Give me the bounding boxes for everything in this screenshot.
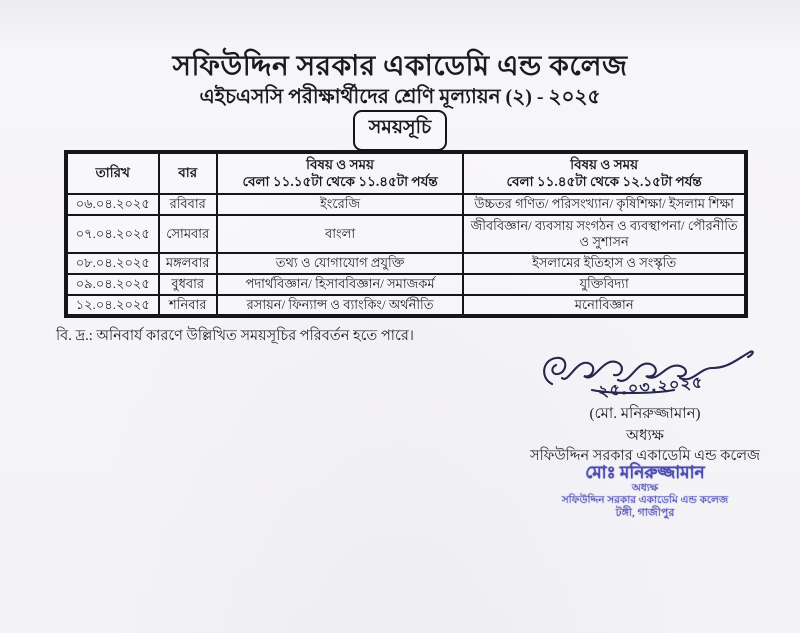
cell-day: রবিবার [159,194,217,215]
col-header-slot1 [217,152,463,194]
cell-slot1: ইংরেজি [217,194,463,215]
cell-slot2: যুক্তিবিদ্যা [463,274,746,295]
cell-day: মঙ্গলবার [159,253,217,274]
signature-date: ২৫.০৩.২০২৫ [597,372,704,401]
office-stamp [510,464,780,521]
schedule-label: সময়সূচি [353,110,448,151]
college-title: সফিউদ্দিন সরকার একাডেমি এন্ড কলেজ [172,51,628,82]
footnote: বি. দ্র.: অনিবার্য কারণে উল্লিখিত সময়সূচির পরিবর্তন হতে পারে। [56,328,414,344]
cell-day: বুধবার [159,274,217,295]
cell-slot1: তথ্য ও যোগাযোগ প্রযুক্তি [217,253,463,274]
stamp-institution: সফিউদ্দিন সরকার একাডেমি এন্ড কলেজ [561,494,729,506]
col-header-slot2 [463,152,746,194]
table-row [66,194,746,215]
table-row [66,215,746,253]
cell-date: ০৯.০৪.২০২৫ [66,274,159,295]
cell-slot2: জীববিজ্ঞান/ ব্যবসায় সংগঠন ও ব্যবস্থাপনা/ পৌরনীতি ও সুশাসন [463,215,746,253]
table-row [66,274,746,295]
cell-slot1: বাংলা [217,215,463,253]
cell-date: ০৭.০৪.২০২৫ [66,215,159,253]
cell-date: ০৮.০৪.২০২৫ [66,253,159,274]
cell-day: শনিবার [159,295,217,316]
table-header-row [66,152,746,194]
exam-schedule-table [64,150,748,318]
table-row [66,295,746,316]
slot1-title: বিষয় ও সময় [306,156,374,172]
stamp-location: টঙ্গী, গাজীপুর [615,507,675,520]
table-row [66,253,746,274]
cell-slot1: পদার্থবিজ্ঞান/ হিসাববিজ্ঞান/ সমাজকর্ম [217,274,463,295]
cell-date: ১২.০৪.২০২৫ [66,295,159,316]
cell-date: ০৬.০৪.২০২৫ [66,194,159,215]
stamp-designation: অধ্যক্ষ [631,482,659,494]
notice-subtitle: এইচএসসি পরীক্ষার্থীদের শ্রেণি মূল্যায়ন (২) - ২০২৫ [199,86,601,108]
stamp-name: মোঃ মনিরুজ্জামান [585,463,705,482]
slot1-time: বেলা ১১.১৫টা থেকে ১১.৪৫টা পর্যন্ত [242,173,438,189]
slot2-time: বেলা ১১.৪৫টা থেকে ১২.১৫টা পর্যন্ত [506,173,702,189]
schedule-badge-wrap [0,110,800,151]
principal-designation: অধ্যক্ষ [626,428,664,444]
cell-slot2: উচ্চতর গণিত/ পরিসংখ্যান/ কৃষিশিক্ষা/ ইসলাম শিক্ষা [463,194,746,215]
cell-slot1: রসায়ন/ ফিন্যান্স ও ব্যাংকিং/ অর্থনীতি [217,295,463,316]
cell-slot2: মনোবিজ্ঞান [463,295,746,316]
slot2-title: বিষয় ও সময় [570,156,639,172]
principal-institution: সফিউদ্দিন সরকার একাডেমি এন্ড কলেজ [530,448,760,464]
principal-name: (মো. মনিরুজ্জামান) [589,406,701,422]
col-header-day: বার [159,152,217,194]
col-header-date: তারিখ [66,152,159,194]
cell-slot2: ইসলামের ইতিহাস ও সংস্কৃতি [463,253,746,274]
cell-day: সোমবার [159,215,217,253]
